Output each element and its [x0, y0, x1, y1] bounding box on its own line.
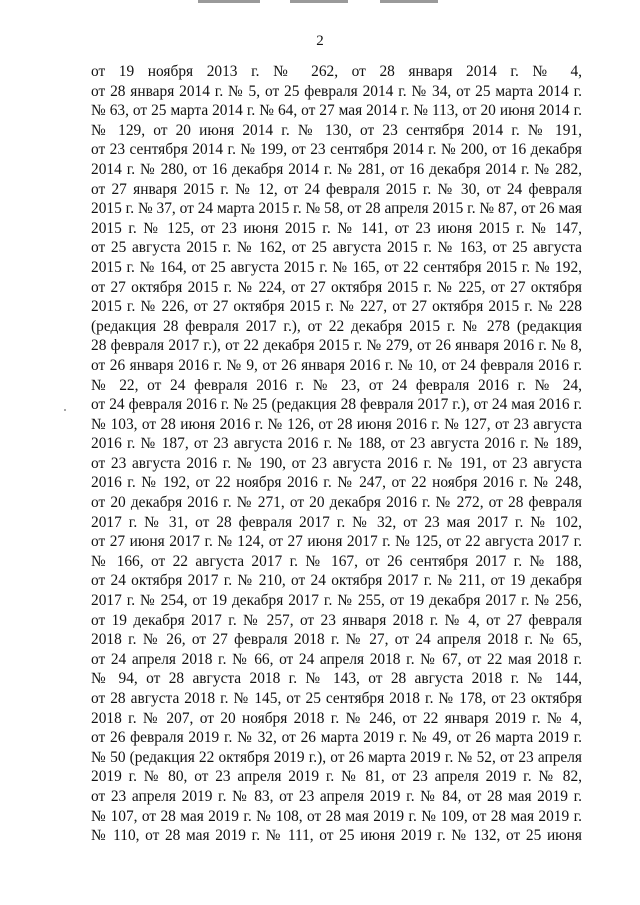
text-line: от 27 октября 2015 г. № 224, от 27 октября 2015 г. № 225, от 27 октября	[91, 278, 582, 296]
scan-speck	[64, 409, 66, 411]
text-line: 2017 г. № 31, от 28 февраля 2017 г. № 32, от 23 мая 2017 г. № 102,	[91, 513, 582, 531]
text-line: от 26 февраля 2019 г. № 32, от 26 марта 2019 г. № 49, от 26 марта 2019 г.	[91, 729, 582, 747]
text-line: 2016 г. № 187, от 23 августа 2016 г. № 188, от 23 августа 2016 г. № 189,	[91, 435, 582, 453]
text-line: № 166, от 22 августа 2017 г. № 167, от 26 сентября 2017 г. № 188,	[91, 552, 582, 570]
text-line: от 27 июня 2017 г. № 124, от 27 июня 2017 г. № 125, от 22 августа 2017 г.	[91, 533, 582, 551]
text-line: 2015 г. № 226, от 27 октября 2015 г. № 227, от 27 октября 2015 г. № 228	[91, 298, 582, 316]
text-line: от 24 февраля 2016 г. № 25 (редакция 28 февраля 2017 г.), от 24 мая 2016 г.	[91, 396, 582, 414]
text-line: от 27 января 2015 г. № 12, от 24 февраля 2015 г. № 30, от 24 февраля	[91, 180, 582, 198]
text-line: 2014 г. № 280, от 16 декабря 2014 г. № 281, от 16 декабря 2014 г. № 282,	[91, 160, 582, 178]
text-line: № 103, от 28 июня 2016 г. № 126, от 28 июня 2016 г. № 127, от 23 августа	[91, 415, 582, 433]
text-line: от 26 января 2016 г. № 9, от 26 января 2016 г. № 10, от 24 февраля 2016 г.	[91, 356, 582, 374]
text-line: 2015 г. № 164, от 25 августа 2015 г. № 165, от 22 сентября 2015 г. № 192,	[91, 258, 582, 276]
text-line: от 24 октября 2017 г. № 210, от 24 октября 2017 г. № 211, от 19 декабря	[91, 572, 582, 590]
text-line: № 63, от 25 марта 2014 г. № 64, от 27 мая 2014 г. № 113, от 20 июня 2014 г.	[91, 102, 582, 120]
text-line: от 19 ноября 2013 г. № 262, от 28 января 2014 г. № 4,	[91, 63, 582, 80]
text-line: от 28 августа 2018 г. № 145, от 25 сентября 2018 г. № 178, от 23 октября	[91, 690, 582, 707]
page-number: 2	[316, 33, 324, 49]
text-line: 2015 г. № 125, от 23 июня 2015 г. № 141, от 23 июня 2015 г. № 147,	[91, 219, 582, 237]
text-line: (редакция 28 февраля 2017 г.), от 22 декабря 2015 г. № 278 (редакция	[91, 317, 582, 335]
text-line: от 19 декабря 2017 г. № 257, от 23 января 2018 г. № 4, от 27 февраля	[91, 611, 582, 629]
text-line: № 94, от 28 августа 2018 г. № 143, от 28 августа 2018 г. № 144,	[91, 670, 582, 688]
text-line: 2017 г. № 254, от 19 декабря 2017 г. № 255, от 19 декабря 2017 г. № 256,	[91, 592, 582, 610]
text-line: № 129, от 20 июня 2014 г. № 130, от 23 сентября 2014 г. № 191,	[91, 121, 582, 139]
text-line: № 50 (редакция 22 октября 2019 г.), от 26 марта 2019 г. № 52, от 23 апреля	[91, 748, 582, 766]
text-line: от 28 января 2014 г. № 5, от 25 февраля 2014 г. № 34, от 25 марта 2014 г.	[91, 82, 582, 100]
text-line: от 23 августа 2016 г. № 190, от 23 августа 2016 г. № 191, от 23 августа	[91, 454, 582, 472]
text-line: № 110, от 28 мая 2019 г. № 111, от 25 июня 2019 г. № 132, от 25 июня	[91, 827, 582, 845]
text-line: от 25 августа 2015 г. № 162, от 25 августа 2015 г. № 163, от 25 августа	[91, 239, 582, 257]
text-line: № 22, от 24 февраля 2016 г. № 23, от 24 февраля 2016 г. № 24,	[91, 376, 582, 394]
scan-edge-artifact	[198, 0, 498, 4]
text-line: от 20 декабря 2016 г. № 271, от 20 декабря 2016 г. № 272, от 28 февраля	[91, 494, 582, 512]
text-line: 2019 г. № 80, от 23 апреля 2019 г. № 81, от 23 апреля 2019 г. № 82,	[91, 768, 582, 786]
text-line: от 24 апреля 2018 г. № 66, от 24 апреля 2018 г. № 67, от 22 мая 2018 г.	[91, 650, 582, 668]
text-line: 2015 г. № 37, от 24 марта 2015 г. № 58, от 28 апреля 2015 г. № 87, от 26 мая	[91, 200, 582, 218]
text-line: 2018 г. № 207, от 20 ноября 2018 г. № 246, от 22 января 2019 г. № 4,	[91, 709, 582, 727]
text-line: от 23 сентября 2014 г. № 199, от 23 сентября 2014 г. № 200, от 16 декабря	[91, 141, 582, 159]
text-line: 2018 г. № 26, от 27 февраля 2018 г. № 27, от 24 апреля 2018 г. № 65,	[91, 631, 582, 649]
text-line: 2016 г. № 192, от 22 ноября 2016 г. № 247, от 22 ноября 2016 г. № 248,	[91, 474, 582, 492]
text-line: от 23 апреля 2019 г. № 83, от 23 апреля 2019 г. № 84, от 28 мая 2019 г.	[91, 787, 582, 805]
document-body-text	[91, 62, 582, 846]
text-line: № 107, от 28 мая 2019 г. № 108, от 28 мая 2019 г. № 109, от 28 мая 2019 г.	[91, 807, 582, 825]
text-line: 28 февраля 2017 г.), от 22 декабря 2015 г. № 279, от 26 января 2016 г. № 8,	[91, 337, 582, 355]
